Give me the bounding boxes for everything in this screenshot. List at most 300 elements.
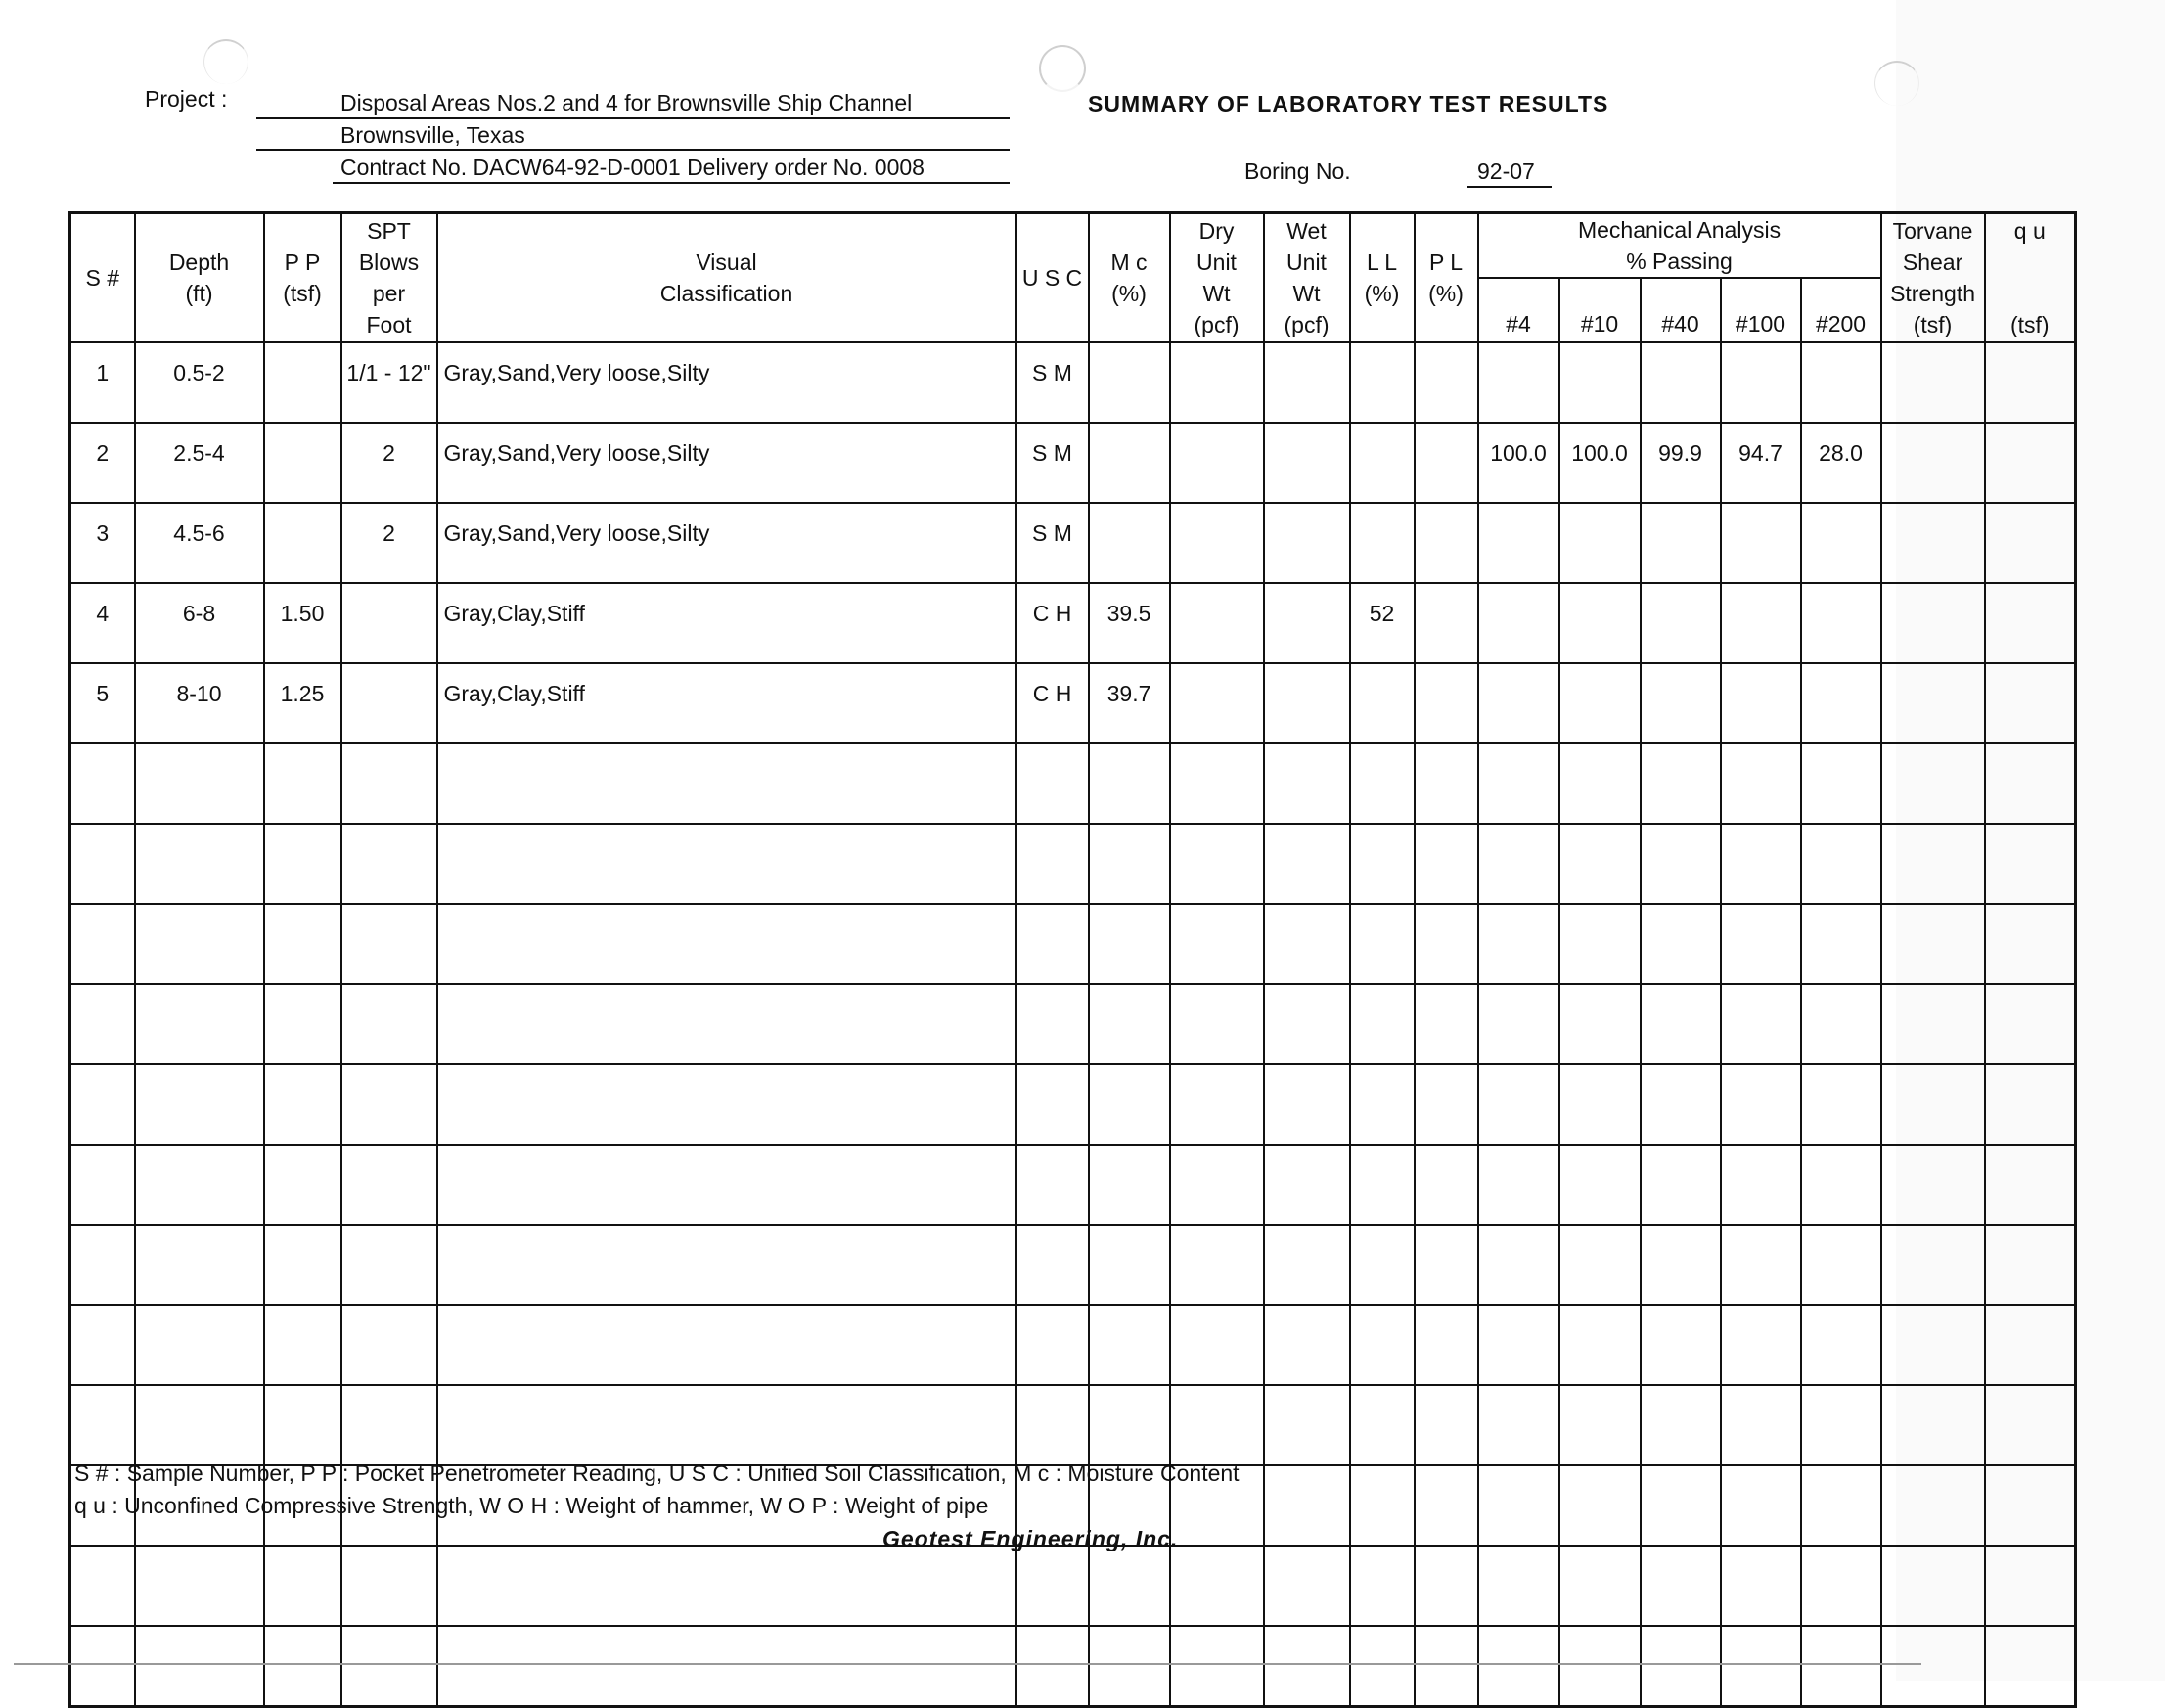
- cell-torvane-strength: [1881, 583, 1985, 663]
- cell-liquid-limit: [1350, 1064, 1415, 1145]
- cell-depth: 8-10: [135, 663, 264, 743]
- cell-plastic-limit: [1415, 342, 1478, 423]
- boring-number: 92-07: [1477, 158, 1535, 184]
- cell-dry-unit-wt: [1170, 824, 1264, 904]
- cell-passing-40: 99.9: [1641, 423, 1721, 503]
- table-row: [70, 503, 2076, 583]
- cell-torvane-strength: [1881, 1626, 1985, 1707]
- cell-passing-40: [1641, 583, 1721, 663]
- cell-passing-100: [1721, 663, 1801, 743]
- cell-depth: [135, 1145, 264, 1225]
- cell-moisture-content: [1089, 984, 1170, 1064]
- cell-plastic-limit: [1415, 1145, 1478, 1225]
- cell-plastic-limit: [1415, 1626, 1478, 1707]
- cell-wet-unit-wt: [1264, 1546, 1350, 1626]
- cell-torvane-strength: [1881, 1145, 1985, 1225]
- cell-dry-unit-wt: [1170, 583, 1264, 663]
- cell-dry-unit-wt: [1170, 1145, 1264, 1225]
- cell-usc: S M: [1016, 423, 1089, 503]
- cell-usc: [1016, 824, 1089, 904]
- cell-passing-200: [1801, 583, 1881, 663]
- col-header-spt: SPT Blows per Foot: [341, 213, 437, 343]
- cell-passing-100: [1721, 984, 1801, 1064]
- cell-qu: [1985, 1225, 2076, 1305]
- cell-passing-10: [1559, 1626, 1641, 1707]
- underline: [1467, 186, 1552, 188]
- table-row-empty: [70, 1626, 2076, 1707]
- cell-sample-number: 5: [70, 663, 135, 743]
- cell-sample-number: 2: [70, 423, 135, 503]
- col-header-sieve-4: #4: [1478, 278, 1559, 342]
- cell-wet-unit-wt: [1264, 824, 1350, 904]
- cell-passing-4: [1478, 1385, 1559, 1465]
- cell-spt-blows: [341, 1546, 437, 1626]
- cell-liquid-limit: [1350, 824, 1415, 904]
- cell-sample-number: [70, 1145, 135, 1225]
- cell-passing-200: [1801, 663, 1881, 743]
- table-row-empty: [70, 743, 2076, 824]
- cell-passing-4: [1478, 1064, 1559, 1145]
- cell-passing-4: [1478, 583, 1559, 663]
- cell-usc: [1016, 743, 1089, 824]
- cell-depth: [135, 743, 264, 824]
- cell-passing-40: [1641, 984, 1721, 1064]
- cell-liquid-limit: [1350, 342, 1415, 423]
- cell-spt-blows: 2: [341, 423, 437, 503]
- cell-pocket-penetrometer: [264, 904, 341, 984]
- cell-visual-classification: [437, 1626, 1016, 1707]
- cell-pocket-penetrometer: [264, 1626, 341, 1707]
- table-row-empty: [70, 824, 2076, 904]
- cell-moisture-content: [1089, 1385, 1170, 1465]
- cell-plastic-limit: [1415, 1225, 1478, 1305]
- cell-passing-10: [1559, 1064, 1641, 1145]
- contract-number: Contract No. DACW64-92-D-0001 Delivery order No. 0008: [340, 155, 925, 180]
- cell-torvane-strength: [1881, 663, 1985, 743]
- cell-dry-unit-wt: [1170, 423, 1264, 503]
- cell-depth: [135, 1305, 264, 1385]
- cell-spt-blows: 1/1 - 12": [341, 342, 437, 423]
- cell-usc: S M: [1016, 342, 1089, 423]
- cell-passing-200: [1801, 824, 1881, 904]
- cell-depth: [135, 1064, 264, 1145]
- cell-usc: [1016, 1145, 1089, 1225]
- cell-pocket-penetrometer: 1.50: [264, 583, 341, 663]
- cell-passing-10: [1559, 342, 1641, 423]
- cell-passing-100: [1721, 824, 1801, 904]
- cell-passing-10: [1559, 1145, 1641, 1225]
- col-header-mechanical-analysis: Mechanical Analysis % Passing: [1478, 213, 1881, 279]
- cell-passing-40: [1641, 663, 1721, 743]
- cell-wet-unit-wt: [1264, 1225, 1350, 1305]
- cell-spt-blows: [341, 1626, 437, 1707]
- cell-moisture-content: [1089, 743, 1170, 824]
- legend-line-2: q u : Unconfined Compressive Strength, W O H : Weight of hammer, W O P : Weight of pipe: [74, 1493, 989, 1518]
- cell-spt-blows: [341, 904, 437, 984]
- col-header-pp: P P (tsf): [264, 213, 341, 343]
- cell-liquid-limit: [1350, 1626, 1415, 1707]
- cell-plastic-limit: [1415, 423, 1478, 503]
- col-header-liquid-limit: L L (%): [1350, 213, 1415, 343]
- underline: [256, 149, 1010, 151]
- cell-liquid-limit: [1350, 1465, 1415, 1546]
- col-header-dry-unit-wt: Dry Unit Wt (pcf): [1170, 213, 1264, 343]
- cell-passing-4: [1478, 503, 1559, 583]
- cell-passing-200: [1801, 984, 1881, 1064]
- cell-passing-40: [1641, 1145, 1721, 1225]
- cell-passing-4: [1478, 663, 1559, 743]
- table-row-empty: [70, 904, 2076, 984]
- cell-wet-unit-wt: [1264, 1385, 1350, 1465]
- cell-sample-number: 1: [70, 342, 135, 423]
- cell-passing-200: [1801, 1145, 1881, 1225]
- cell-passing-10: [1559, 583, 1641, 663]
- cell-dry-unit-wt: [1170, 904, 1264, 984]
- cell-passing-40: [1641, 824, 1721, 904]
- cell-usc: C H: [1016, 583, 1089, 663]
- cell-wet-unit-wt: [1264, 743, 1350, 824]
- cell-moisture-content: [1089, 1626, 1170, 1707]
- col-header-sieve-200: #200: [1801, 278, 1881, 342]
- cell-pocket-penetrometer: [264, 1145, 341, 1225]
- cell-plastic-limit: [1415, 743, 1478, 824]
- cell-sample-number: [70, 1225, 135, 1305]
- cell-passing-10: [1559, 1225, 1641, 1305]
- table-row: [70, 663, 2076, 743]
- boring-label: Boring No.: [1244, 158, 1351, 184]
- cell-visual-classification: [437, 1385, 1016, 1465]
- legend-line-1: S # : Sample Number, P P : Pocket Penetrometer Reading, U S C : Unified Soil Classification, M c : Moisture Content: [74, 1461, 1240, 1486]
- cell-passing-100: [1721, 1145, 1801, 1225]
- cell-torvane-strength: [1881, 1225, 1985, 1305]
- cell-visual-classification: [437, 824, 1016, 904]
- table-row-empty: [70, 984, 2076, 1064]
- cell-qu: [1985, 743, 2076, 824]
- cell-wet-unit-wt: [1264, 1465, 1350, 1546]
- col-header-sieve-40: #40: [1641, 278, 1721, 342]
- cell-visual-classification: [437, 743, 1016, 824]
- cell-passing-100: [1721, 1064, 1801, 1145]
- cell-plastic-limit: [1415, 984, 1478, 1064]
- cell-pocket-penetrometer: [264, 503, 341, 583]
- cell-passing-200: [1801, 1385, 1881, 1465]
- cell-passing-4: [1478, 1145, 1559, 1225]
- cell-qu: [1985, 1305, 2076, 1385]
- cell-wet-unit-wt: [1264, 1145, 1350, 1225]
- cell-usc: C H: [1016, 663, 1089, 743]
- table-row-empty: [70, 1546, 2076, 1626]
- col-header-visual-classification: Visual Classification: [437, 213, 1016, 343]
- cell-passing-4: [1478, 1225, 1559, 1305]
- cell-depth: [135, 984, 264, 1064]
- table-row: [70, 583, 2076, 663]
- cell-passing-200: [1801, 1546, 1881, 1626]
- cell-moisture-content: [1089, 1145, 1170, 1225]
- cell-wet-unit-wt: [1264, 904, 1350, 984]
- cell-usc: [1016, 1064, 1089, 1145]
- cell-spt-blows: [341, 824, 437, 904]
- cell-qu: [1985, 663, 2076, 743]
- cell-sample-number: [70, 904, 135, 984]
- cell-sample-number: [70, 743, 135, 824]
- cell-visual-classification: [437, 904, 1016, 984]
- cell-passing-200: [1801, 743, 1881, 824]
- cell-torvane-strength: [1881, 1305, 1985, 1385]
- cell-passing-40: [1641, 503, 1721, 583]
- table-row-empty: [70, 1305, 2076, 1385]
- cell-liquid-limit: [1350, 503, 1415, 583]
- cell-visual-classification: [437, 984, 1016, 1064]
- cell-passing-40: [1641, 342, 1721, 423]
- cell-usc: [1016, 1626, 1089, 1707]
- cell-passing-40: [1641, 1385, 1721, 1465]
- cell-passing-40: [1641, 1465, 1721, 1546]
- cell-dry-unit-wt: [1170, 1305, 1264, 1385]
- page-title: SUMMARY OF LABORATORY TEST RESULTS: [1088, 91, 1609, 116]
- cell-pocket-penetrometer: [264, 824, 341, 904]
- cell-torvane-strength: [1881, 1064, 1985, 1145]
- cell-liquid-limit: [1350, 904, 1415, 984]
- cell-qu: [1985, 583, 2076, 663]
- cell-moisture-content: 39.7: [1089, 663, 1170, 743]
- cell-pocket-penetrometer: [264, 1225, 341, 1305]
- cell-passing-10: [1559, 503, 1641, 583]
- cell-passing-4: [1478, 1465, 1559, 1546]
- cell-moisture-content: 39.5: [1089, 583, 1170, 663]
- table-row-empty: [70, 1225, 2076, 1305]
- col-header-plastic-limit: P L (%): [1415, 213, 1478, 343]
- cell-passing-100: [1721, 583, 1801, 663]
- col-header-wet-unit-wt: Wet Unit Wt (pcf): [1264, 213, 1350, 343]
- cell-visual-classification: Gray,Sand,Very loose,Silty: [437, 423, 1016, 503]
- cell-spt-blows: [341, 743, 437, 824]
- cell-passing-200: [1801, 1465, 1881, 1546]
- cell-plastic-limit: [1415, 1305, 1478, 1385]
- project-name: Disposal Areas Nos.2 and 4 for Brownsville Ship Channel: [340, 90, 913, 115]
- cell-passing-200: [1801, 342, 1881, 423]
- cell-passing-4: [1478, 904, 1559, 984]
- cell-depth: [135, 1626, 264, 1707]
- cell-passing-4: [1478, 984, 1559, 1064]
- cell-qu: [1985, 824, 2076, 904]
- cell-visual-classification: [437, 1305, 1016, 1385]
- punch-hole-mark: [1874, 61, 1919, 106]
- col-header-sample-number: S #: [70, 213, 135, 343]
- cell-visual-classification: [437, 1064, 1016, 1145]
- cell-pocket-penetrometer: [264, 1385, 341, 1465]
- cell-passing-200: [1801, 1305, 1881, 1385]
- cell-passing-4: [1478, 1626, 1559, 1707]
- cell-passing-10: [1559, 1546, 1641, 1626]
- cell-passing-40: [1641, 1305, 1721, 1385]
- cell-wet-unit-wt: [1264, 1305, 1350, 1385]
- underline: [333, 182, 1010, 184]
- cell-qu: [1985, 1385, 2076, 1465]
- cell-liquid-limit: [1350, 1305, 1415, 1385]
- col-header-depth: Depth (ft): [135, 213, 264, 343]
- cell-dry-unit-wt: [1170, 1546, 1264, 1626]
- cell-torvane-strength: [1881, 824, 1985, 904]
- cell-pocket-penetrometer: [264, 1305, 341, 1385]
- cell-moisture-content: [1089, 503, 1170, 583]
- cell-usc: [1016, 1546, 1089, 1626]
- cell-dry-unit-wt: [1170, 342, 1264, 423]
- cell-usc: [1016, 984, 1089, 1064]
- cell-passing-100: 94.7: [1721, 423, 1801, 503]
- cell-qu: [1985, 1064, 2076, 1145]
- cell-wet-unit-wt: [1264, 984, 1350, 1064]
- table-row-empty: [70, 1385, 2076, 1465]
- cell-passing-10: [1559, 743, 1641, 824]
- cell-spt-blows: [341, 1225, 437, 1305]
- cell-passing-40: [1641, 904, 1721, 984]
- cell-passing-10: 100.0: [1559, 423, 1641, 503]
- cell-wet-unit-wt: [1264, 1626, 1350, 1707]
- cell-pocket-penetrometer: [264, 743, 341, 824]
- cell-wet-unit-wt: [1264, 663, 1350, 743]
- cell-passing-4: [1478, 1546, 1559, 1626]
- punch-hole-mark: [203, 39, 248, 84]
- col-header-torvane: Torvane Shear Strength (tsf): [1881, 213, 1985, 343]
- cell-plastic-limit: [1415, 503, 1478, 583]
- cell-moisture-content: [1089, 1546, 1170, 1626]
- cell-spt-blows: [341, 583, 437, 663]
- cell-visual-classification: Gray,Clay,Stiff: [437, 583, 1016, 663]
- cell-passing-4: [1478, 743, 1559, 824]
- cell-dry-unit-wt: [1170, 1225, 1264, 1305]
- cell-sample-number: [70, 1385, 135, 1465]
- cell-passing-4: 100.0: [1478, 423, 1559, 503]
- cell-usc: S M: [1016, 503, 1089, 583]
- cell-passing-40: [1641, 1546, 1721, 1626]
- cell-qu: [1985, 1145, 2076, 1225]
- cell-liquid-limit: [1350, 663, 1415, 743]
- cell-depth: [135, 1385, 264, 1465]
- cell-depth: 4.5-6: [135, 503, 264, 583]
- cell-passing-100: [1721, 904, 1801, 984]
- cell-passing-100: [1721, 1546, 1801, 1626]
- cell-dry-unit-wt: [1170, 1064, 1264, 1145]
- cell-spt-blows: 2: [341, 503, 437, 583]
- cell-visual-classification: [437, 1225, 1016, 1305]
- cell-sample-number: 3: [70, 503, 135, 583]
- cell-pocket-penetrometer: [264, 423, 341, 503]
- cell-visual-classification: [437, 1546, 1016, 1626]
- col-header-qu: q u (tsf): [1985, 213, 2076, 343]
- cell-qu: [1985, 1465, 2076, 1546]
- cell-spt-blows: [341, 663, 437, 743]
- cell-visual-classification: Gray,Sand,Very loose,Silty: [437, 342, 1016, 423]
- cell-passing-100: [1721, 1305, 1801, 1385]
- cell-spt-blows: [341, 1145, 437, 1225]
- cell-dry-unit-wt: [1170, 1626, 1264, 1707]
- cell-passing-200: [1801, 1626, 1881, 1707]
- table-row-empty: [70, 1064, 2076, 1145]
- cell-dry-unit-wt: [1170, 984, 1264, 1064]
- cell-qu: [1985, 342, 2076, 423]
- cell-plastic-limit: [1415, 1465, 1478, 1546]
- cell-liquid-limit: [1350, 1385, 1415, 1465]
- cell-passing-100: [1721, 342, 1801, 423]
- cell-spt-blows: [341, 1385, 437, 1465]
- cell-passing-4: [1478, 342, 1559, 423]
- cell-plastic-limit: [1415, 663, 1478, 743]
- col-header-sieve-10: #10: [1559, 278, 1641, 342]
- cell-wet-unit-wt: [1264, 342, 1350, 423]
- cell-torvane-strength: [1881, 1465, 1985, 1546]
- cell-usc: [1016, 1385, 1089, 1465]
- cell-moisture-content: [1089, 1225, 1170, 1305]
- cell-qu: [1985, 503, 2076, 583]
- cell-pocket-penetrometer: 1.25: [264, 663, 341, 743]
- cell-torvane-strength: [1881, 503, 1985, 583]
- cell-passing-10: [1559, 1385, 1641, 1465]
- cell-passing-10: [1559, 824, 1641, 904]
- underline: [256, 117, 1010, 119]
- cell-spt-blows: [341, 1064, 437, 1145]
- cell-plastic-limit: [1415, 824, 1478, 904]
- cell-depth: 2.5-4: [135, 423, 264, 503]
- cell-depth: 6-8: [135, 583, 264, 663]
- cell-passing-40: [1641, 1225, 1721, 1305]
- cell-spt-blows: [341, 984, 437, 1064]
- cell-usc: [1016, 904, 1089, 984]
- cell-liquid-limit: [1350, 1145, 1415, 1225]
- cell-visual-classification: [437, 1145, 1016, 1225]
- cell-passing-100: [1721, 1626, 1801, 1707]
- col-header-sieve-100: #100: [1721, 278, 1801, 342]
- cell-wet-unit-wt: [1264, 583, 1350, 663]
- cell-qu: [1985, 1626, 2076, 1707]
- cell-spt-blows: [341, 1305, 437, 1385]
- cell-plastic-limit: [1415, 1064, 1478, 1145]
- cell-passing-100: [1721, 1465, 1801, 1546]
- cell-moisture-content: [1089, 423, 1170, 503]
- cell-pocket-penetrometer: [264, 1064, 341, 1145]
- cell-sample-number: 4: [70, 583, 135, 663]
- table-row: [70, 423, 2076, 503]
- cell-dry-unit-wt: [1170, 1385, 1264, 1465]
- cell-passing-40: [1641, 1626, 1721, 1707]
- cell-wet-unit-wt: [1264, 423, 1350, 503]
- cell-passing-10: [1559, 984, 1641, 1064]
- cell-torvane-strength: [1881, 904, 1985, 984]
- cell-qu: [1985, 904, 2076, 984]
- cell-visual-classification: Gray,Sand,Very loose,Silty: [437, 503, 1016, 583]
- cell-sample-number: [70, 824, 135, 904]
- divider: [14, 1663, 1921, 1665]
- cell-wet-unit-wt: [1264, 1064, 1350, 1145]
- cell-moisture-content: [1089, 1305, 1170, 1385]
- cell-liquid-limit: [1350, 984, 1415, 1064]
- cell-passing-10: [1559, 1305, 1641, 1385]
- cell-pocket-penetrometer: [264, 984, 341, 1064]
- cell-plastic-limit: [1415, 1385, 1478, 1465]
- cell-depth: [135, 1225, 264, 1305]
- cell-torvane-strength: [1881, 984, 1985, 1064]
- cell-depth: [135, 1546, 264, 1626]
- cell-torvane-strength: [1881, 1385, 1985, 1465]
- cell-dry-unit-wt: [1170, 743, 1264, 824]
- cell-sample-number: [70, 1064, 135, 1145]
- table-row: [70, 342, 2076, 423]
- cell-plastic-limit: [1415, 904, 1478, 984]
- cell-passing-200: [1801, 503, 1881, 583]
- cell-liquid-limit: [1350, 423, 1415, 503]
- cell-moisture-content: [1089, 824, 1170, 904]
- cell-wet-unit-wt: [1264, 503, 1350, 583]
- cell-passing-10: [1559, 904, 1641, 984]
